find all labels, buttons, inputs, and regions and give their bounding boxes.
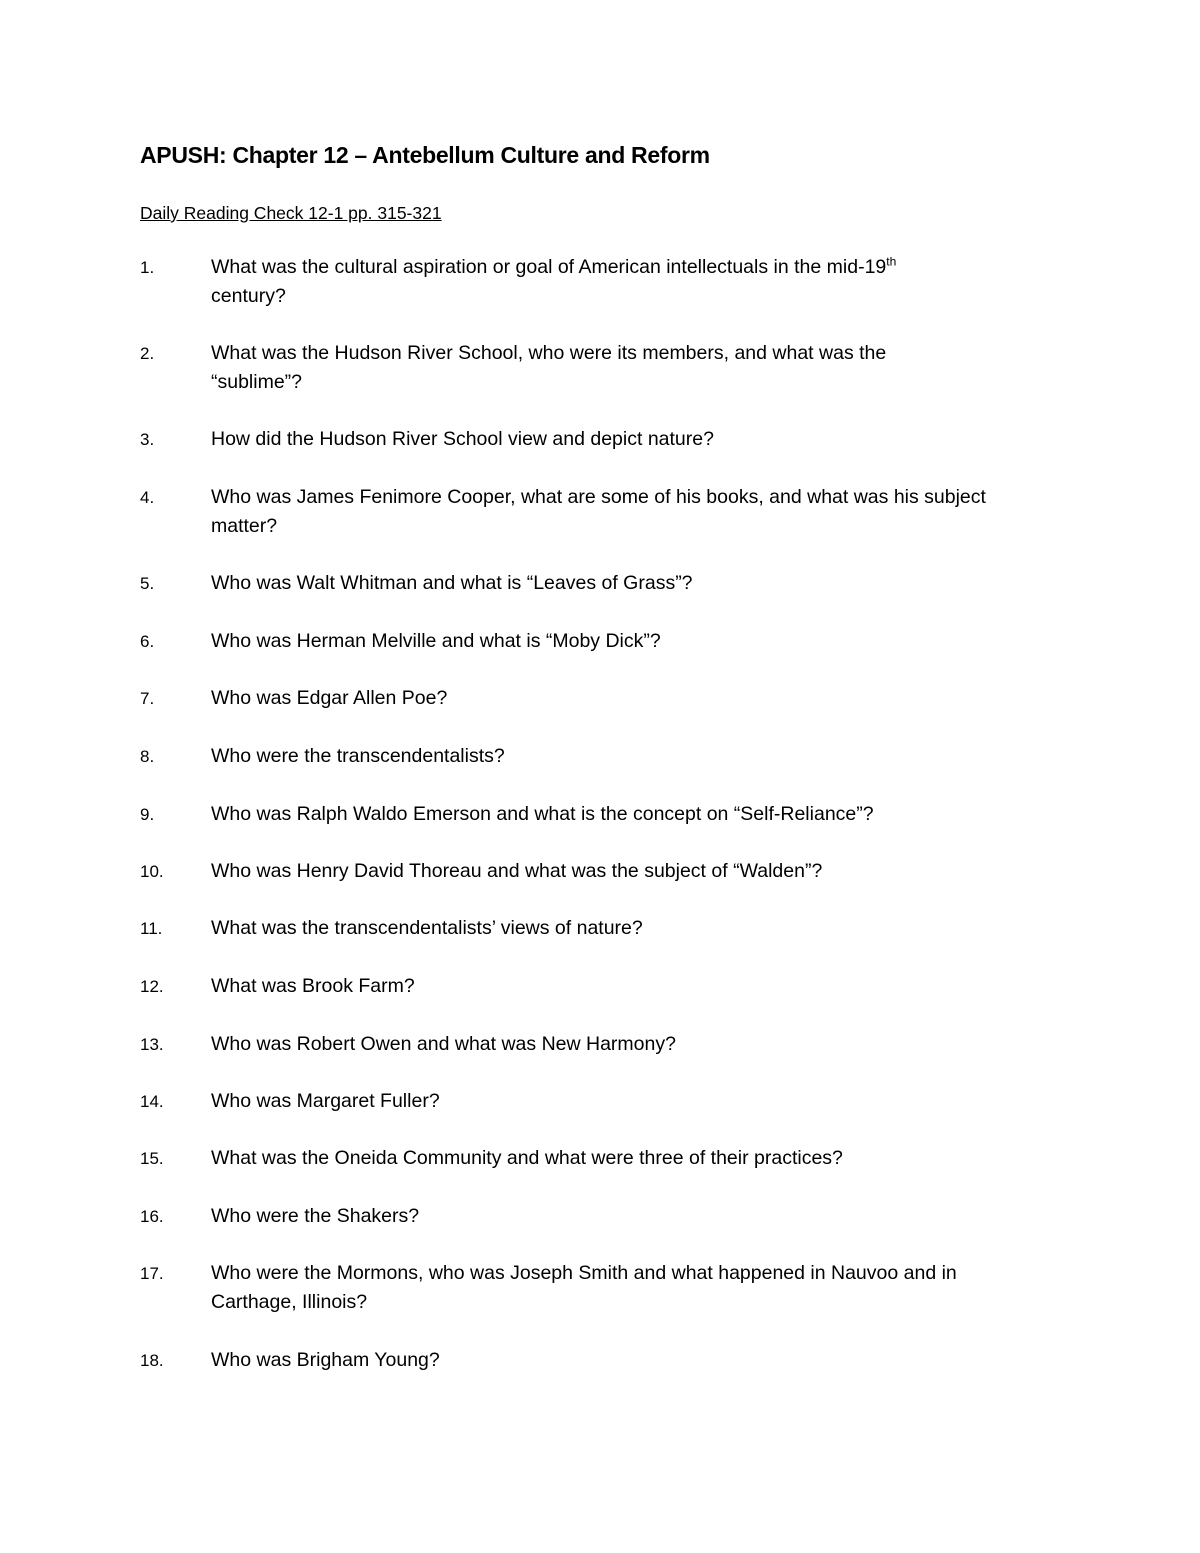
question-text: Who was Edgar Allen Poe? [211, 687, 448, 709]
question-text: Who was Walt Whitman and what is “Leaves of Grass”? [211, 572, 693, 594]
question-text: Who was Margaret Fuller? [211, 1090, 440, 1112]
question-number: 15. [140, 1149, 164, 1168]
question-text: How did the Hudson River School view and depict nature? [211, 428, 714, 450]
question-number: 5. [140, 574, 155, 593]
question-text: Who were the Mormons, who was Joseph Smith and what happened in Nauvoo and in Carthage, Illinois? [211, 1262, 957, 1313]
question-number: 3. [140, 430, 155, 449]
question-number: 2. [140, 344, 155, 363]
question-text: What was Brook Farm? [211, 975, 415, 997]
question-text: Who was James Fenimore Cooper, what are some of his books, and what was his subject matter? [211, 486, 986, 537]
question-text: Who were the transcendentalists? [211, 745, 505, 767]
question-number: 14. [140, 1092, 164, 1111]
question-number: 6. [140, 632, 155, 651]
question-number: 18. [140, 1351, 164, 1370]
question-text: What was the cultural aspiration or goal of American intellectuals in the mid-19th century? [211, 254, 897, 307]
question-text: Who was Robert Owen and what was New Harmony? [211, 1033, 676, 1055]
page-title: APUSH: Chapter 12 – Antebellum Culture and Reform [140, 142, 710, 168]
question-number: 12. [140, 977, 164, 996]
question-number: 16. [140, 1207, 164, 1226]
question-text: Who was Henry David Thoreau and what was the subject of “Walden”? [211, 860, 823, 882]
question-number: 9. [140, 805, 155, 824]
question-number: 1. [140, 258, 155, 277]
question-text: What was the Hudson River School, who were its members, and what was the “sublime”? [211, 342, 887, 393]
question-number: 13. [140, 1035, 164, 1054]
question-number: 10. [140, 862, 164, 881]
question-text: Who was Ralph Waldo Emerson and what is the concept on “Self-Reliance”? [211, 803, 874, 825]
question-number: 4. [140, 488, 155, 507]
question-text: What was the Oneida Community and what were three of their practices? [211, 1147, 843, 1169]
question-text: Who were the Shakers? [211, 1205, 420, 1227]
question-text: What was the transcendentalists’ views of nature? [211, 917, 643, 939]
superscript: th [886, 254, 897, 269]
question-number: 7. [140, 689, 155, 708]
question-number: 8. [140, 747, 155, 766]
question-text: Who was Herman Melville and what is “Moby Dick”? [211, 630, 661, 652]
question-number: 11. [140, 919, 163, 938]
question-number: 17. [140, 1264, 164, 1283]
page-subtitle: Daily Reading Check 12-1 pp. 315-321 [140, 203, 442, 223]
question-text: Who was Brigham Young? [211, 1349, 440, 1371]
